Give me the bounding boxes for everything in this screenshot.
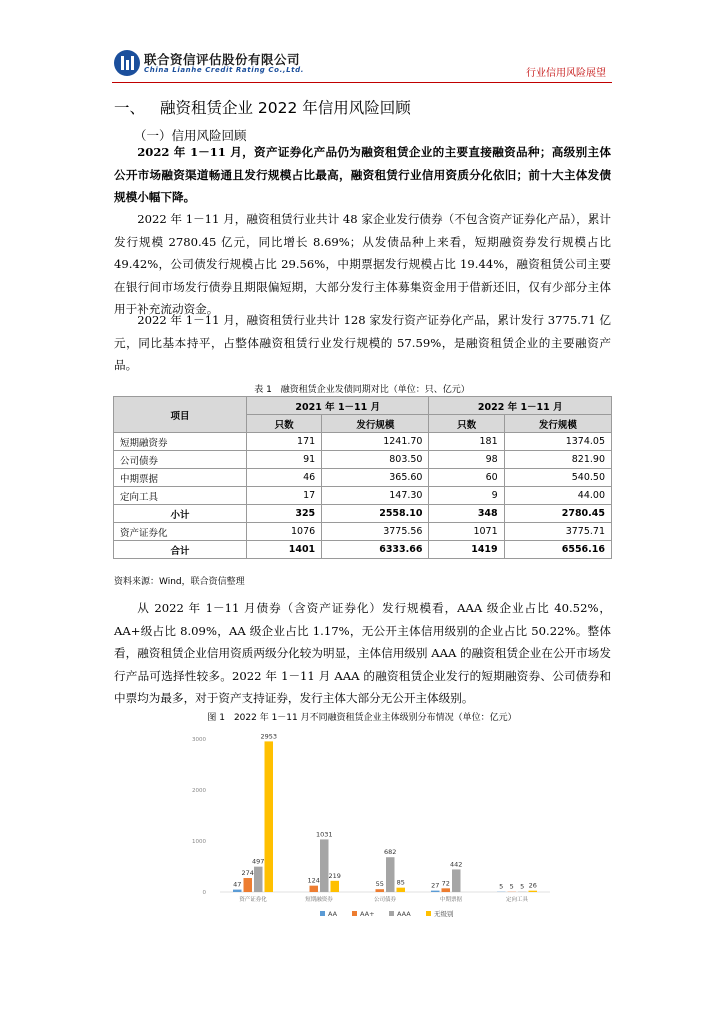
subheader-count-2021: 只数 xyxy=(247,415,322,433)
subheader-amount-2022: 发行规模 xyxy=(504,415,611,433)
table-row xyxy=(114,505,612,523)
data-label: 1031 xyxy=(315,830,333,839)
bar-AAA-1 xyxy=(320,839,329,892)
legend-label: AAA xyxy=(397,910,411,918)
subheader-amount-2021: 发行规模 xyxy=(322,415,429,433)
data-label: 2953 xyxy=(260,732,278,741)
table-cell-name: 公司债券 xyxy=(114,451,247,469)
table-cell-c2: 9 xyxy=(429,487,504,505)
legend-label: AA xyxy=(328,910,338,918)
table-cell-c1: 171 xyxy=(247,433,322,451)
page-header xyxy=(0,0,724,90)
rating-distribution-chart xyxy=(180,727,560,927)
data-label: 47 xyxy=(233,880,242,889)
table-row xyxy=(114,523,612,541)
table-row xyxy=(114,451,612,469)
section-number: 一、 xyxy=(114,99,146,117)
data-label: 682 xyxy=(384,848,397,857)
table-row xyxy=(114,433,612,451)
bar-无级别-0 xyxy=(265,741,274,892)
table-cell-name: 小计 xyxy=(114,505,247,523)
y-tick-label: 2000 xyxy=(192,788,206,794)
summary-paragraph: 2022 年 1－11 月，资产证券化产品仍为融资租赁企业的主要直接融资品种；高级别主体公开市场融资渠道畅通且发行规模占比最高，融资租赁行业信用资质分化依旧；前十大主体发债规模小幅下降。 xyxy=(114,145,611,204)
table-cell-c1: 91 xyxy=(247,451,322,469)
company-name-en: China Lianhe Credit Rating Co.,Ltd. xyxy=(144,66,304,74)
legend-label: 无级别 xyxy=(434,910,454,918)
table-cell-a2: 1374.05 xyxy=(504,433,611,451)
category-label: 短期融资券 xyxy=(305,897,333,903)
table-cell-a2: 540.50 xyxy=(504,469,611,487)
section-heading xyxy=(114,96,411,118)
table-cell-name: 定向工具 xyxy=(114,487,247,505)
y-tick-label: 1000 xyxy=(192,839,206,845)
bond-issuance-paragraph: 2022 年 1－11 月，融资租赁行业共计 48 家企业发行债券（不包含资产证券化产品），累计发行规模 2780.45 亿元，同比增长 8.69%；从发债品种上来看，短期融资券发行规模占比 49.42%，公司债发行规模占比 29.56%，中期票据发行规模占比 19.44%，融资租赁公司主要在银行间市场发行债券且期限偏短期，大部分发行主体募集资金用于借新还旧，仅有少部分主体用于补充流动资金。 xyxy=(114,212,611,316)
table-cell-a1: 803.50 xyxy=(322,451,429,469)
data-label: 442 xyxy=(450,860,463,869)
data-label: 274 xyxy=(241,869,254,878)
section-title: 融资租赁企业 2022 年信用风险回顾 xyxy=(160,99,411,117)
table-row xyxy=(114,469,612,487)
table-cell-a2: 2780.45 xyxy=(504,505,611,523)
col-header-2022: 2022 年 1－11 月 xyxy=(429,397,612,415)
figure-caption: 图 1 2022 年 1－11 月不同融资租赁企业主体级别分布情况（单位：亿元） xyxy=(207,713,517,723)
bar-AA+-0 xyxy=(244,878,253,892)
bar-AA+-2 xyxy=(376,889,385,892)
legend-swatch-3 xyxy=(426,911,431,916)
table-cell-c1: 46 xyxy=(247,469,322,487)
table-cell-a2: 821.90 xyxy=(504,451,611,469)
y-tick-label: 0 xyxy=(202,890,206,896)
data-label: 26 xyxy=(528,881,537,890)
company-logo-icon xyxy=(114,50,140,76)
bar-AA+-1 xyxy=(310,886,319,892)
bar-AAA-3 xyxy=(452,869,461,892)
table-cell-a2: 6556.16 xyxy=(504,541,611,559)
bar-无级别-2 xyxy=(397,888,406,892)
table-cell-c1: 1076 xyxy=(247,523,322,541)
table-cell-c1: 325 xyxy=(247,505,322,523)
report-type-label: 行业信用风险展望 xyxy=(526,68,606,79)
company-name-cn: 联合资信评估股份有限公司 xyxy=(144,52,301,67)
data-label: 5 xyxy=(509,882,514,891)
table-cell-c1: 1401 xyxy=(247,541,322,559)
data-label: 5 xyxy=(520,882,525,891)
table-row xyxy=(114,541,612,559)
abs-paragraph: 2022 年 1－11 月，融资租赁行业共计 128 家发行资产证券化产品，累计发行 3775.71 亿元，同比基本持平，占整体融资租赁行业发行规模的 57.59%，是融资租赁企业的主要融资产品。 xyxy=(114,313,611,372)
bar-无级别-4 xyxy=(529,891,538,892)
table-caption: 表 1 融资租赁企业发债同期对比（单位：只、亿元） xyxy=(254,385,470,395)
table-cell-name: 合计 xyxy=(114,541,247,559)
table-cell-a1: 3775.56 xyxy=(322,523,429,541)
issuance-comparison-table xyxy=(113,396,612,559)
bar-无级别-1 xyxy=(331,881,340,892)
bar-AAA-0 xyxy=(254,867,263,892)
bar-AAA-2 xyxy=(386,857,395,892)
table-cell-c2: 181 xyxy=(429,433,504,451)
legend-swatch-0 xyxy=(320,911,325,916)
header-divider xyxy=(112,82,612,83)
category-label: 定向工具 xyxy=(505,897,529,903)
table-cell-name: 中期票据 xyxy=(114,469,247,487)
data-label: 55 xyxy=(375,880,384,889)
data-label: 27 xyxy=(431,881,440,890)
subheader-count-2022: 只数 xyxy=(429,415,504,433)
table-cell-c2: 98 xyxy=(429,451,504,469)
table-row xyxy=(114,487,612,505)
legend-label: AA+ xyxy=(360,910,375,918)
table-cell-a1: 365.60 xyxy=(322,469,429,487)
y-tick-label: 3000 xyxy=(192,737,206,743)
table-cell-a1: 6333.66 xyxy=(322,541,429,559)
data-label: 124 xyxy=(307,876,320,885)
category-label: 公司债券 xyxy=(373,897,397,903)
data-label: 72 xyxy=(441,879,450,888)
table-cell-c1: 17 xyxy=(247,487,322,505)
data-label: 85 xyxy=(396,878,405,887)
data-label: 219 xyxy=(328,871,341,880)
table-cell-name: 资产证券化 xyxy=(114,523,247,541)
bar-AA+-3 xyxy=(442,888,451,892)
table-cell-a2: 3775.71 xyxy=(504,523,611,541)
col-header-2021: 2021 年 1－11 月 xyxy=(247,397,429,415)
table-cell-a1: 1241.70 xyxy=(322,433,429,451)
subsection-heading: （一）信用风险回顾 xyxy=(134,128,247,143)
table-cell-c2: 348 xyxy=(429,505,504,523)
legend-swatch-2 xyxy=(389,911,394,916)
data-label: 497 xyxy=(252,857,265,866)
table-cell-c2: 1419 xyxy=(429,541,504,559)
table-cell-c2: 1071 xyxy=(429,523,504,541)
table-cell-a1: 2558.10 xyxy=(322,505,429,523)
category-label: 资产证券化 xyxy=(239,897,267,903)
category-label: 中期票据 xyxy=(439,897,463,903)
table-cell-name: 短期融资券 xyxy=(114,433,247,451)
table-cell-a1: 147.30 xyxy=(322,487,429,505)
rating-distribution-paragraph: 从 2022 年 1－11 月债券（含资产证券化）发行规模看，AAA 级企业占比 40.52%，AA+级占比 8.09%，AA 级企业占比 1.17%，无公开主体信用级别的企业占比 50.22%。整体看，融资租赁企业信用资质两级分化较为明显，主体信用级别 AAA 的融资租赁企业在公开市场发行产品可选择性较多。2022 年 1－11 月 AAA 的融资租赁企业发行的短期融资券、公司债券和中票均为最多，对于资产支持证券，发行主体大部分无公开主体级别。 xyxy=(114,601,611,705)
table-cell-c2: 60 xyxy=(429,469,504,487)
data-label: 5 xyxy=(499,882,504,891)
legend-swatch-1 xyxy=(352,911,357,916)
bar-AA-3 xyxy=(431,891,440,892)
col-header-item: 项目 xyxy=(114,397,247,433)
table-source: 资料来源：Wind，联合资信整理 xyxy=(114,577,245,587)
table-cell-a2: 44.00 xyxy=(504,487,611,505)
bar-AA-0 xyxy=(233,890,242,892)
